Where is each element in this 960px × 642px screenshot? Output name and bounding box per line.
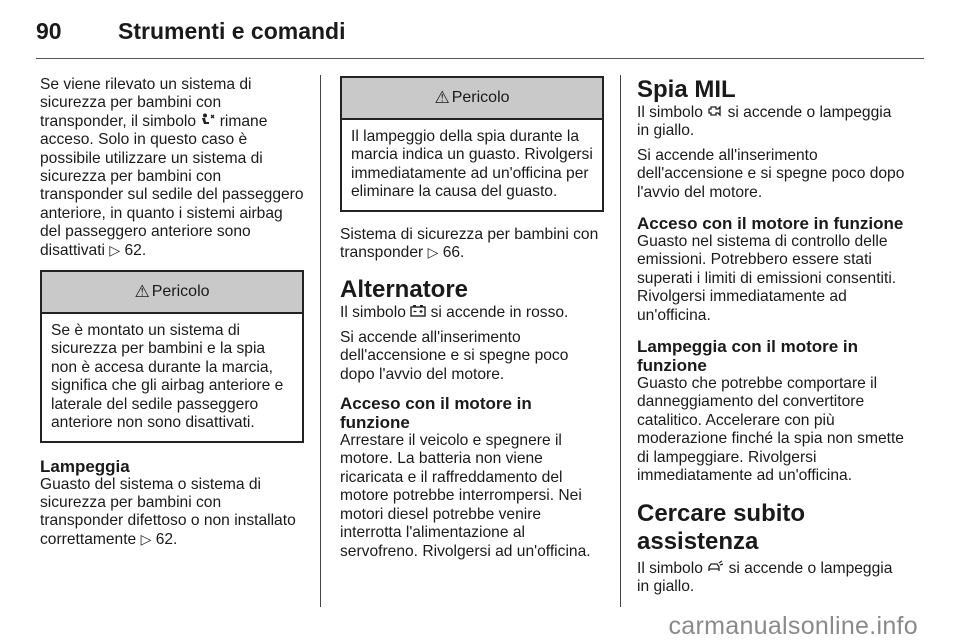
service-vehicle-icon: [707, 560, 724, 575]
warning-box-airbag: [40, 270, 304, 442]
column-1: [40, 76, 304, 549]
paragraph-lampeggia: Guasto del sistema o sistema di sicurezza per bambini con transponder difettoso o non installato correttamente ▷ 62.: [40, 475, 296, 548]
heading-alternatore: Alternatore: [340, 276, 469, 304]
warning-triangle-icon: ⚠: [134, 281, 150, 301]
warning-header: ⚠ Pericolo: [342, 78, 602, 120]
watermark: carmanualsonline.info: [668, 612, 918, 640]
paragraph-alternatore-acceso: Arrestare il veicolo e spegnere il motore. La batteria non viene ricaricata e il raffreddamento del motore potrebbe interrompersi. Nei motori diesel potrebbe venire interrotta l'alimentazione al servofreno. Rivolgersi ad un'officina.: [340, 432, 591, 560]
column-divider-2: [620, 75, 621, 607]
page-number: 90: [36, 18, 62, 44]
paragraph-transponder: Se viene rilevato un sistema di sicurezza per bambini con transponder, il simbolo rimane acceso. Solo in questo caso è possibile utilizzare un sistema di sicurezza per bambini con transponder sul sedile del passeggero anteriore, in quanto i sistemi airbag del passeggero anteriore sono disattivati ▷ 62.: [40, 76, 304, 259]
arrow-ref-icon: ▷: [427, 244, 439, 261]
paragraph-mil-symbol: Il simbolo si accende o lampeggia in giallo.: [637, 104, 892, 140]
arrow-ref-icon: ▷: [109, 241, 121, 258]
warning-box-blinking: [340, 76, 604, 212]
heading-acceso-motore: Acceso con il motore in funzione: [340, 394, 532, 433]
warning-header: ⚠ Pericolo: [42, 272, 302, 314]
battery-icon: [410, 304, 426, 319]
paragraph-mil-lampeggia: Guasto che potrebbe comportare il danneggiamento del convertitore catalitico. Accelerare con più moderazione finché la spia non smette di lampeggiare. Rivolgersi immediatamente ad un'officina.: [637, 375, 904, 485]
heading-spia-mil: Spia MIL: [637, 76, 736, 103]
heading-cercare-assistenza: Cercare subito assistenza: [637, 499, 806, 555]
paragraph-mil-acceso: Guasto nel sistema di controllo delle emissioni. Potrebbero essere stati superati i limiti di emissioni consentiti. Rivolgersi immediatamente ad un'officina.: [637, 233, 897, 324]
column-3: [637, 76, 905, 596]
heading-mil-acceso: Acceso con il motore in funzione: [637, 214, 904, 234]
warning-text: Il lampeggio della spia durante la marcia indica un guasto. Rivolgersi immediatamente ad un'officina per eliminare la causa del guasto.: [351, 128, 593, 201]
paragraph-alternatore-symbol: Il simbolo si accende in rosso.: [340, 304, 569, 322]
warning-triangle-icon: ⚠: [434, 87, 450, 107]
warning-text: Se è montato un sistema di sicurezza per bambini e la spia non è accesa durante la marcia, significa che gli airbag anteriore e laterale del sedile passeggero anteriore non sono disattivati.: [51, 322, 284, 432]
paragraph-alternatore-ignition: Si accende all'inserimento dell'accensione e si spegne poco dopo l'avvio del motore.: [340, 328, 569, 383]
paragraph-mil-ignition: Si accende all'inserimento dell'accensione e si spegne poco dopo l'avvio del motore.: [637, 146, 905, 201]
heading-lampeggia: Lampeggia: [40, 456, 130, 476]
heading-mil-lampeggia: Lampeggia con il motore in funzione: [637, 337, 859, 376]
arrow-ref-icon: ▷: [140, 530, 152, 547]
page-title: Strumenti e comandi: [118, 18, 346, 44]
header-divider: [36, 58, 924, 59]
paragraph-transponder-ref: Sistema di sicurezza per bambini con transponder ▷ 66.: [340, 225, 599, 262]
column-divider-1: [320, 75, 321, 607]
airbag-off-icon: [200, 113, 215, 128]
column-2: [340, 76, 604, 561]
paragraph-assistenza: Il simbolo si accende o lampeggia in giallo.: [637, 559, 893, 595]
engine-icon: [707, 104, 723, 119]
page-header: [36, 14, 924, 54]
